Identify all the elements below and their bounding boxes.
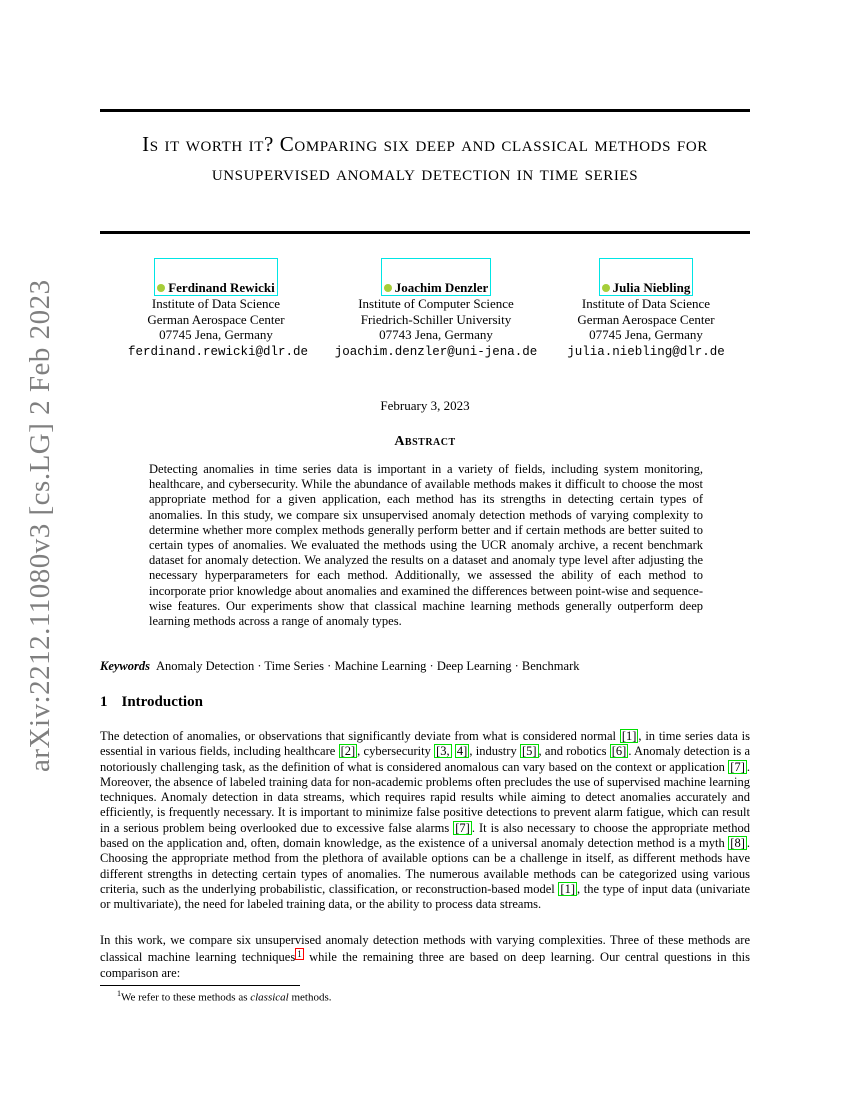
footnote: $^1$We refer to these methods as classical methods. — [117, 989, 332, 1004]
author-3-org: German Aerospace Center — [577, 311, 715, 327]
title-rule-top — [100, 109, 750, 112]
author-2-email[interactable]: joachim.denzler@uni-jena.de — [334, 344, 538, 359]
keywords-list: Anomaly Detection · Time Series · Machine Learning · Deep Learning · Benchmark — [156, 659, 580, 673]
intro-paragraph-2: In this work, we compare six unsupervised anomaly detection methods with varying complexities. Three of these methods are classical machine learning techniques 1 while the remaining three are based on deep learning. Our central questions in this comparison are: — [100, 933, 751, 980]
citation-link[interactable]: [3, — [436, 744, 450, 759]
author-3-email[interactable]: julia.niebling@dlr.de — [567, 344, 725, 359]
citation-link[interactable]: [1] — [560, 881, 575, 896]
citation-link[interactable]: [2] — [340, 744, 356, 759]
citation-link[interactable]: [1] — [621, 729, 637, 743]
abstract-text: Detecting anomalies in time series data is important in a variety of fields, including system monitoring, healthcare, and cybersecurity. While the abundance of available methods makes it difficult to choose the most appropriate method for a given application, each method has its strengths in detecting certain types of anomalies. In this study, we compare six unsupervised anomaly detection methods of varying complexity to determine whether more complex methods generally perform better and if certain methods are better suited to certain types of anomalies. We evaluated the methods using the UCR anomaly archive, a recent benchmark dataset for anomaly detection. We analyzed the results on a dataset and anomaly type level after adjusting the necessary hyperparameters for each method. Additionally, we assessed the ability of each method to incorporate prior knowledge about anomalies and examined the differences between point-wise and sequence-wise features. Our experiments show that classical machine learning methods generally outperform deep learning methods across a range of anomaly types. — [149, 462, 703, 629]
citation-link[interactable]: [7] — [455, 820, 470, 835]
section-heading-introduction — [100, 694, 203, 711]
citation-link[interactable]: 4] — [456, 744, 468, 759]
author-3-city: 07745 Jena, Germany — [589, 327, 703, 342]
orcid-icon[interactable] — [384, 284, 392, 292]
abstract-heading: Abstract — [394, 434, 456, 449]
author-2-name-link[interactable]: Joachim Denzler — [381, 258, 492, 296]
author-2-org: Friedrich-Schiller University — [360, 311, 512, 327]
author-1-email[interactable]: ferdinand.rewicki@dlr.de — [128, 344, 309, 359]
orcid-icon[interactable] — [157, 284, 165, 292]
footnote-mark: 1 — [117, 989, 121, 998]
author-1-org: German Aerospace Center — [147, 311, 285, 327]
orcid-icon[interactable] — [602, 284, 610, 292]
author-2 — [330, 258, 542, 360]
author-3-name-link[interactable]: Julia Niebling — [599, 258, 694, 296]
author-1-dept: Institute of Data Science — [151, 296, 281, 311]
footnote-rule — [100, 985, 300, 986]
author-2-dept: Institute of Computer Science — [358, 296, 514, 311]
author-1-city: 07745 Jena, Germany — [159, 327, 273, 342]
keywords — [100, 659, 750, 674]
author-2-city: 07743 Jena, Germany — [379, 327, 493, 342]
citation-link[interactable]: [8] — [730, 836, 745, 851]
citation-link[interactable]: [6] — [611, 744, 627, 759]
author-3 — [560, 258, 732, 360]
publication-date: February 3, 2023 — [380, 398, 470, 413]
keywords-label: Keywords — [100, 659, 150, 673]
section-title: Introduction — [121, 694, 203, 710]
citation-link[interactable]: [5] — [521, 744, 537, 759]
author-3-dept: Institute of Data Science — [581, 296, 711, 311]
footnote-link[interactable]: 1 — [297, 949, 302, 960]
author-1-name-link[interactable]: Ferdinand Rewicki — [154, 258, 278, 296]
arxiv-stamp: arXiv:2212.11080v3 [cs.LG] 2 Feb 2023 — [24, 279, 56, 772]
author-1 — [128, 258, 309, 360]
paper-title: Is it worth it? Comparing six deep and classical methods for unsupervised anomaly detection in time series — [142, 132, 708, 185]
intro-paragraph-1: The detection of anomalies, or observations that significantly deviate from what is considered normal [1] , in time series data is essential in various fields, including healthcare [2] , cybersecurity [3, 4] , industry [5] , and robotics [6] . Anomaly detection is a notoriously challenging task, as the definition of what is considered anomalous can vary based on the context or application [7] . Moreover, the absence of labeled training data for non-academic problems often precludes the use of supervised machine learning techniques. Anomaly detection in data streams, which requires rapid results while aiming to detect anomalies accurately and efficiently, is frequently necessary. It is important to minimize false positive detections to prevent alarm fatigue, which can result in a serious problem being overlooked due to excessive false alarms [7] . It is also necessary to choose the appropriate method based on the application and, often, domain knowledge, as the existence of a universal anomaly detection method is a myth [8] . Choosing the appropriate method from the plethora of available options can be a challenge in itself, as different methods have different strengths in detecting certain types of anomalies. The numerous available methods can be categorized using various criteria, such as the underlying probabilistic, classification, or reconstruction-based model [1] , the type of input data (univariate or multivariate), the need for labeled training data, or the ability to process data streams. — [100, 729, 751, 912]
citation-link[interactable]: [7] — [730, 759, 745, 774]
section-number: 1 — [100, 694, 108, 710]
title-rule-bottom — [100, 231, 750, 234]
